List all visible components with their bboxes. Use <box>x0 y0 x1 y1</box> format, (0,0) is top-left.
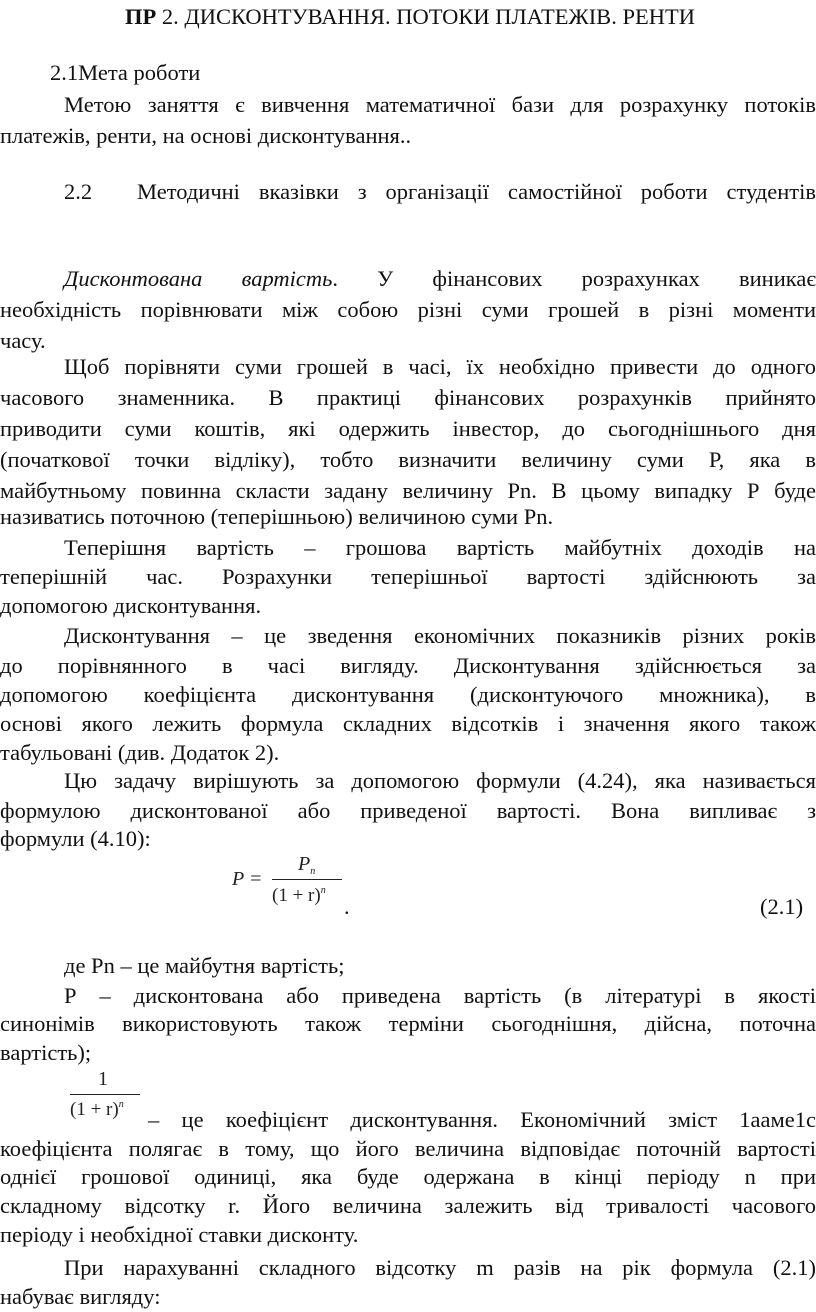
para4-line-1: Дисконтування – це зведення економічних показників різних років <box>64 623 816 648</box>
section-guidelines-number: 2.2 <box>64 179 93 204</box>
para1-line1-rest: . У фінансових розрахунках виникає <box>332 266 816 291</box>
para1-line-2: необхідність порівнювати між собою різні суми грошей в різні моменти <box>0 297 816 322</box>
coef-line-5: періоду і необхідної ставки дисконту. <box>0 1222 359 1247</box>
goal-line-2: платежів, ренти, на основі дисконтування.. <box>0 123 412 148</box>
para4-line-4: основі якого лежить формула складних відсотків і значення якого також <box>0 711 816 736</box>
coef-line-3: однієї грошової одиниці, яка буде одержана в кінці періоду n при <box>0 1164 816 1189</box>
definition-pn: де Pn – це майбутня вартість; <box>64 953 345 978</box>
formula1-lhs: P = <box>232 868 263 890</box>
formula2-fraction-bar <box>70 1094 140 1095</box>
formula2-numerator: 1 <box>98 1068 108 1090</box>
formula1-numerator-sub: n <box>310 866 316 877</box>
para1-line-1 <box>64 268 816 291</box>
definition-p-line-3: вартість); <box>0 1040 92 1065</box>
formula1-denominator-text: (1 + r) <box>272 885 321 906</box>
term-discounted-value: Дисконтована вартість <box>64 266 333 291</box>
para4-line-2: до порівнянного в часі вигляду. Дисконтування здійснюється за <box>0 653 816 678</box>
definition-p-line-1: Р – дисконтована або приведена вартість (в літературі в якості <box>64 983 816 1008</box>
para2-line-5: майбутньому повинна скласти задану величину Pn. В цьому випадку Р буде <box>0 478 816 503</box>
para5-line-1: Цю задачу вирішують за допомогою формули (4.24), яка називається <box>64 768 816 793</box>
para3-line-3: допомогою дисконтування. <box>0 593 262 618</box>
para2-line-2: часового знаменника. В практиці фінансових розрахунків прийнято <box>0 385 816 410</box>
para2-line-6: називатись поточною (теперішньою) величиною суми Pn. <box>0 504 554 529</box>
formula1-denominator-sup: n <box>320 885 326 896</box>
section-goal-title: 2.1Мета роботи <box>50 60 201 85</box>
para2-line-3: приводити суми коштів, які одержить інвестор, до сьогоднішнього дня <box>0 416 816 441</box>
formula1-numerator <box>298 853 315 876</box>
para2-line-4: (початкової точки відліку), тобто визначити величину суми Р, яка в <box>0 447 816 472</box>
coef-line-4: складному відсотку r. Його величина залежить від тривалості часового <box>0 1193 816 1218</box>
goal-line-1: Метою заняття є вивчення математичної бази для розрахунку потоків <box>64 92 816 117</box>
formula1-fraction-bar <box>272 879 342 880</box>
section-guidelines-title: Методичні вказівки з організації самостійної роботи студентів <box>137 179 816 204</box>
page-heading <box>125 6 785 29</box>
para5-line-2: формулою дисконтованої або приведеної вартості. Вона випливає з <box>0 798 816 823</box>
coef-line-1: – це коефіцієнт дисконтування. Економічний зміст 1ааме1с <box>148 1107 816 1132</box>
formula1-denominator <box>272 885 326 907</box>
para2-line-1: Щоб порівняти суми грошей в часі, їх необхідно привести до одного <box>64 354 816 379</box>
formula1-numerator-symbol: P <box>298 853 311 875</box>
para3-line-1: Теперішня вартість – грошова вартість майбутніх доходів на <box>64 535 816 560</box>
para4-line-3: допомогою коефіцієнта дисконтування (дисконтуючого множника), в <box>0 682 816 707</box>
formula2-denominator-sup: n <box>118 1099 124 1110</box>
para1-line-3: часу. <box>0 328 46 353</box>
final-line-2: набуває вигляду: <box>0 1284 161 1309</box>
para4-line-5: табульовані (див. Додаток 2). <box>0 740 280 765</box>
formula1-trailing-dot: . <box>344 894 350 919</box>
final-line-1: При нарахуванні складного відсотку m разів на рік формула (2.1) <box>64 1255 816 1280</box>
formula2-denominator-text: (1 + r) <box>70 1099 119 1120</box>
equation-number: (2.1) <box>760 894 804 919</box>
heading-pr: ПР <box>125 4 157 29</box>
formula2-denominator <box>70 1099 124 1121</box>
para5-line-3: формули (4.10): <box>0 826 151 851</box>
heading-rest: 2. ДИСКОНТУВАННЯ. ПОТОКИ ПЛАТЕЖІВ. РЕНТИ <box>156 4 695 29</box>
para3-line-2: теперішній час. Розрахунки теперішньої вартості здійснюють за <box>0 564 816 589</box>
definition-p-line-2: синонімів використовують також терміни сьогоднішня, дійсна, поточна <box>0 1011 816 1036</box>
coef-line-2: коефіцієнта полягає в тому, що його величина відповідає поточній вартості <box>0 1136 816 1161</box>
